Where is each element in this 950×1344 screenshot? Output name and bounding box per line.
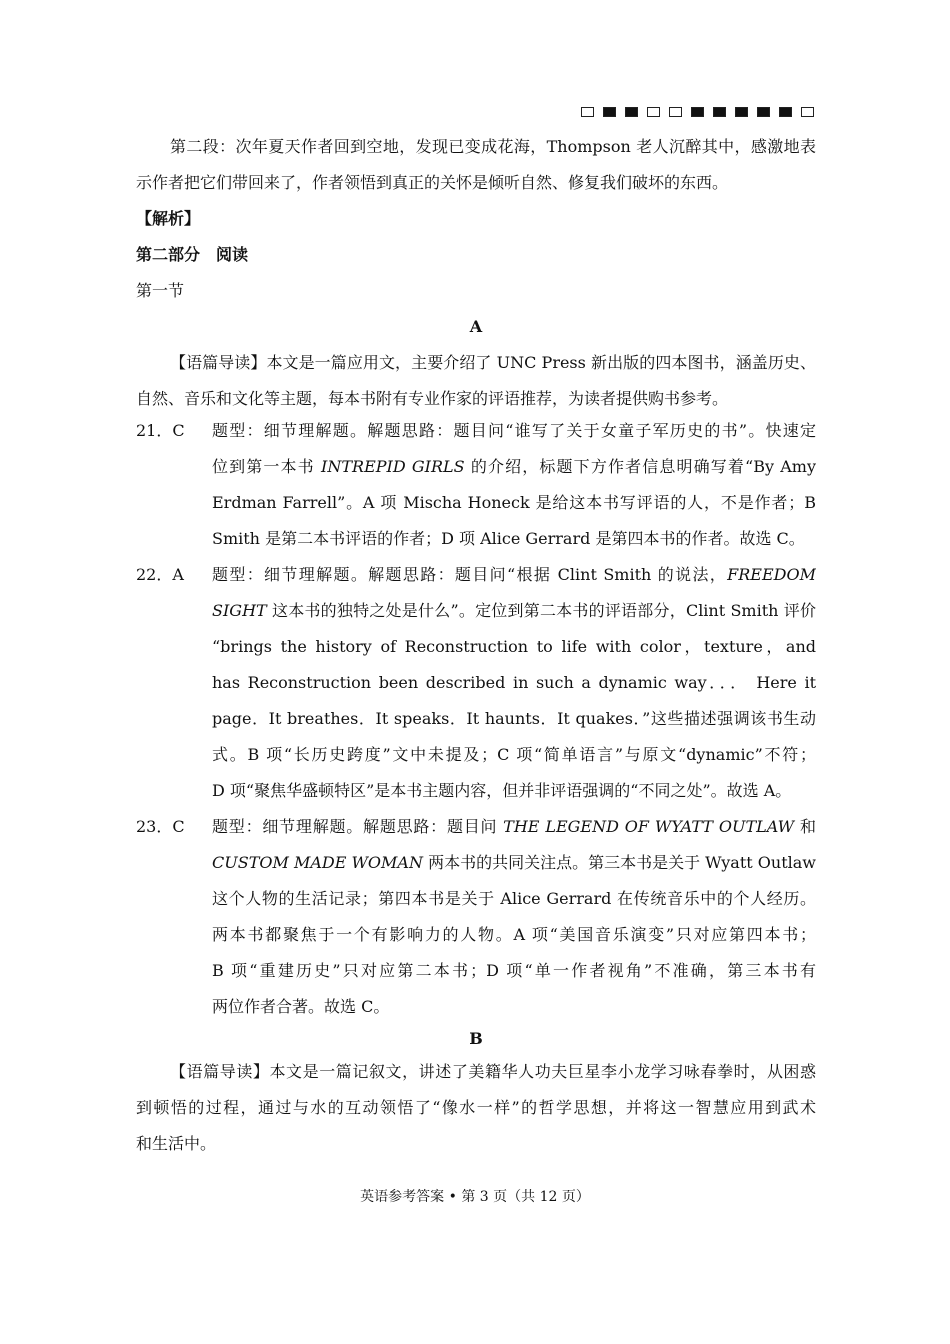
guide-b-line-3: 和生活中。 bbox=[136, 1134, 217, 1153]
empty-square-mark bbox=[669, 107, 682, 117]
passage-a-heading: A bbox=[469, 317, 483, 336]
guide-b-line-1: 【语篇导读】本文是一篇记叙文，讲述了美籍华人功夫巨星李小龙学习咏春拳时，从困惑 bbox=[170, 1062, 816, 1081]
intro-line-2: 示作者把它们带回来了，作者领悟到真正的关怀是倾听自然、修复我们破坏的东西。 bbox=[136, 173, 729, 192]
q22-line-7: D 项“聚焦华盛顿特区”是本书主题内容，但并非评语强调的“不同之处”。故选 A。 bbox=[212, 781, 792, 800]
q23-line-1: 题型：细节理解题。解题思路：题目问 THE LEGEND OF WYATT OUTLAW 和 bbox=[212, 817, 816, 836]
q22-line-6: 式。B 项“长历史跨度”文中未提及；C 项“简单语言”与原文“dynamic”不符； bbox=[212, 745, 816, 764]
q21-line-1: 题型：细节理解题。解题思路：题目问“谁写了关于女童子军历史的书”。快速定 bbox=[212, 421, 816, 440]
q23-line-4: 两本书都聚焦于一个有影响力的人物。A 项“美国音乐演变”只对应第四本书； bbox=[212, 925, 816, 944]
q22-line-5: page．It breathes．It speaks．It haunts．It quakes．”这些描述强调该书生动 bbox=[212, 709, 816, 728]
book-title: CUSTOM MADE WOMAN bbox=[212, 853, 423, 872]
q22-number: 22．A bbox=[136, 565, 184, 584]
q21-line-3: Erdman Farrell”。A 项 Mischa Honeck 是给这本书写评语的人，不是作者；B bbox=[212, 493, 816, 512]
guide-a-line-2: 自然、音乐和文化等主题，每本书附有专业作家的评语推荐，为读者提供购书参考。 bbox=[136, 389, 729, 408]
q21-number: 21．C bbox=[136, 421, 185, 440]
exam-code-marks bbox=[581, 107, 814, 117]
empty-square-mark bbox=[581, 107, 594, 117]
q22-line-2: SIGHT 这本书的独特之处是什么”。定位到第二本书的评语部分，Clint Smith 评价 bbox=[212, 601, 816, 620]
book-title: THE LEGEND OF WYATT OUTLAW bbox=[503, 817, 795, 836]
guide-a-line-1: 【语篇导读】本文是一篇应用文，主要介绍了 UNC Press 新出版的四本图书，涵盖历史、 bbox=[170, 353, 816, 372]
filled-square-mark bbox=[779, 107, 792, 117]
q23-line-3: 这个人物的生活记录；第四本书是关于 Alice Gerrard 在传统音乐中的个人经历。 bbox=[212, 889, 816, 908]
q22-line-4: has Reconstruction been described in such a dynamic way．．． Here it bbox=[212, 673, 816, 692]
q23-line-5: B 项“重建历史”只对应第二本书；D 项“单一作者视角”不准确，第三本书有 bbox=[212, 961, 816, 980]
section-heading: 第一节 bbox=[136, 281, 185, 300]
q23-number: 23．C bbox=[136, 817, 185, 836]
q21-line-2: 位到第一本书 INTREPID GIRLS 的介绍，标题下方作者信息明确写着“By Amy bbox=[212, 457, 816, 476]
q22-line-1: 题型：细节理解题。解题思路：题目问“根据 Clint Smith 的说法，FREEDOM bbox=[212, 557, 816, 593]
analysis-heading: 【解析】 bbox=[136, 209, 201, 228]
page-footer: 英语参考答案 • 第 3 页（共 12 页） bbox=[360, 1189, 590, 1205]
book-title: INTREPID GIRLS bbox=[321, 457, 465, 476]
q23-line-6: 两位作者合著。故选 C。 bbox=[212, 997, 390, 1016]
filled-square-mark bbox=[691, 107, 704, 117]
q21-line-4: Smith 是第二本书评语的作者；D 项 Alice Gerrard 是第四本书的作者。故选 C。 bbox=[212, 529, 805, 548]
guide-b-line-2: 到顿悟的过程，通过与水的互动领悟了“像水一样”的哲学思想，并将这一智慧应用到武术 bbox=[136, 1098, 816, 1117]
filled-square-mark bbox=[625, 107, 638, 117]
empty-square-mark bbox=[647, 107, 660, 117]
book-title: SIGHT bbox=[212, 601, 267, 620]
filled-square-mark bbox=[757, 107, 770, 117]
empty-square-mark bbox=[801, 107, 814, 117]
filled-square-mark bbox=[603, 107, 616, 117]
passage-b-heading: B bbox=[469, 1029, 483, 1048]
book-title: FREEDOM bbox=[727, 565, 816, 584]
q22-line-3: “brings the history of Reconstruction to life with color，texture，and bbox=[212, 637, 816, 656]
intro-line-1: 第二段：次年夏天作者回到空地，发现已变成花海，Thompson 老人沉醉其中，感激地表 bbox=[170, 137, 816, 156]
filled-square-mark bbox=[735, 107, 748, 117]
q23-line-2: CUSTOM MADE WOMAN 两本书的共同关注点。第三本书是关于 Wyatt Outlaw bbox=[212, 853, 816, 872]
part-heading: 第二部分 阅读 bbox=[136, 245, 249, 264]
filled-square-mark bbox=[713, 107, 726, 117]
